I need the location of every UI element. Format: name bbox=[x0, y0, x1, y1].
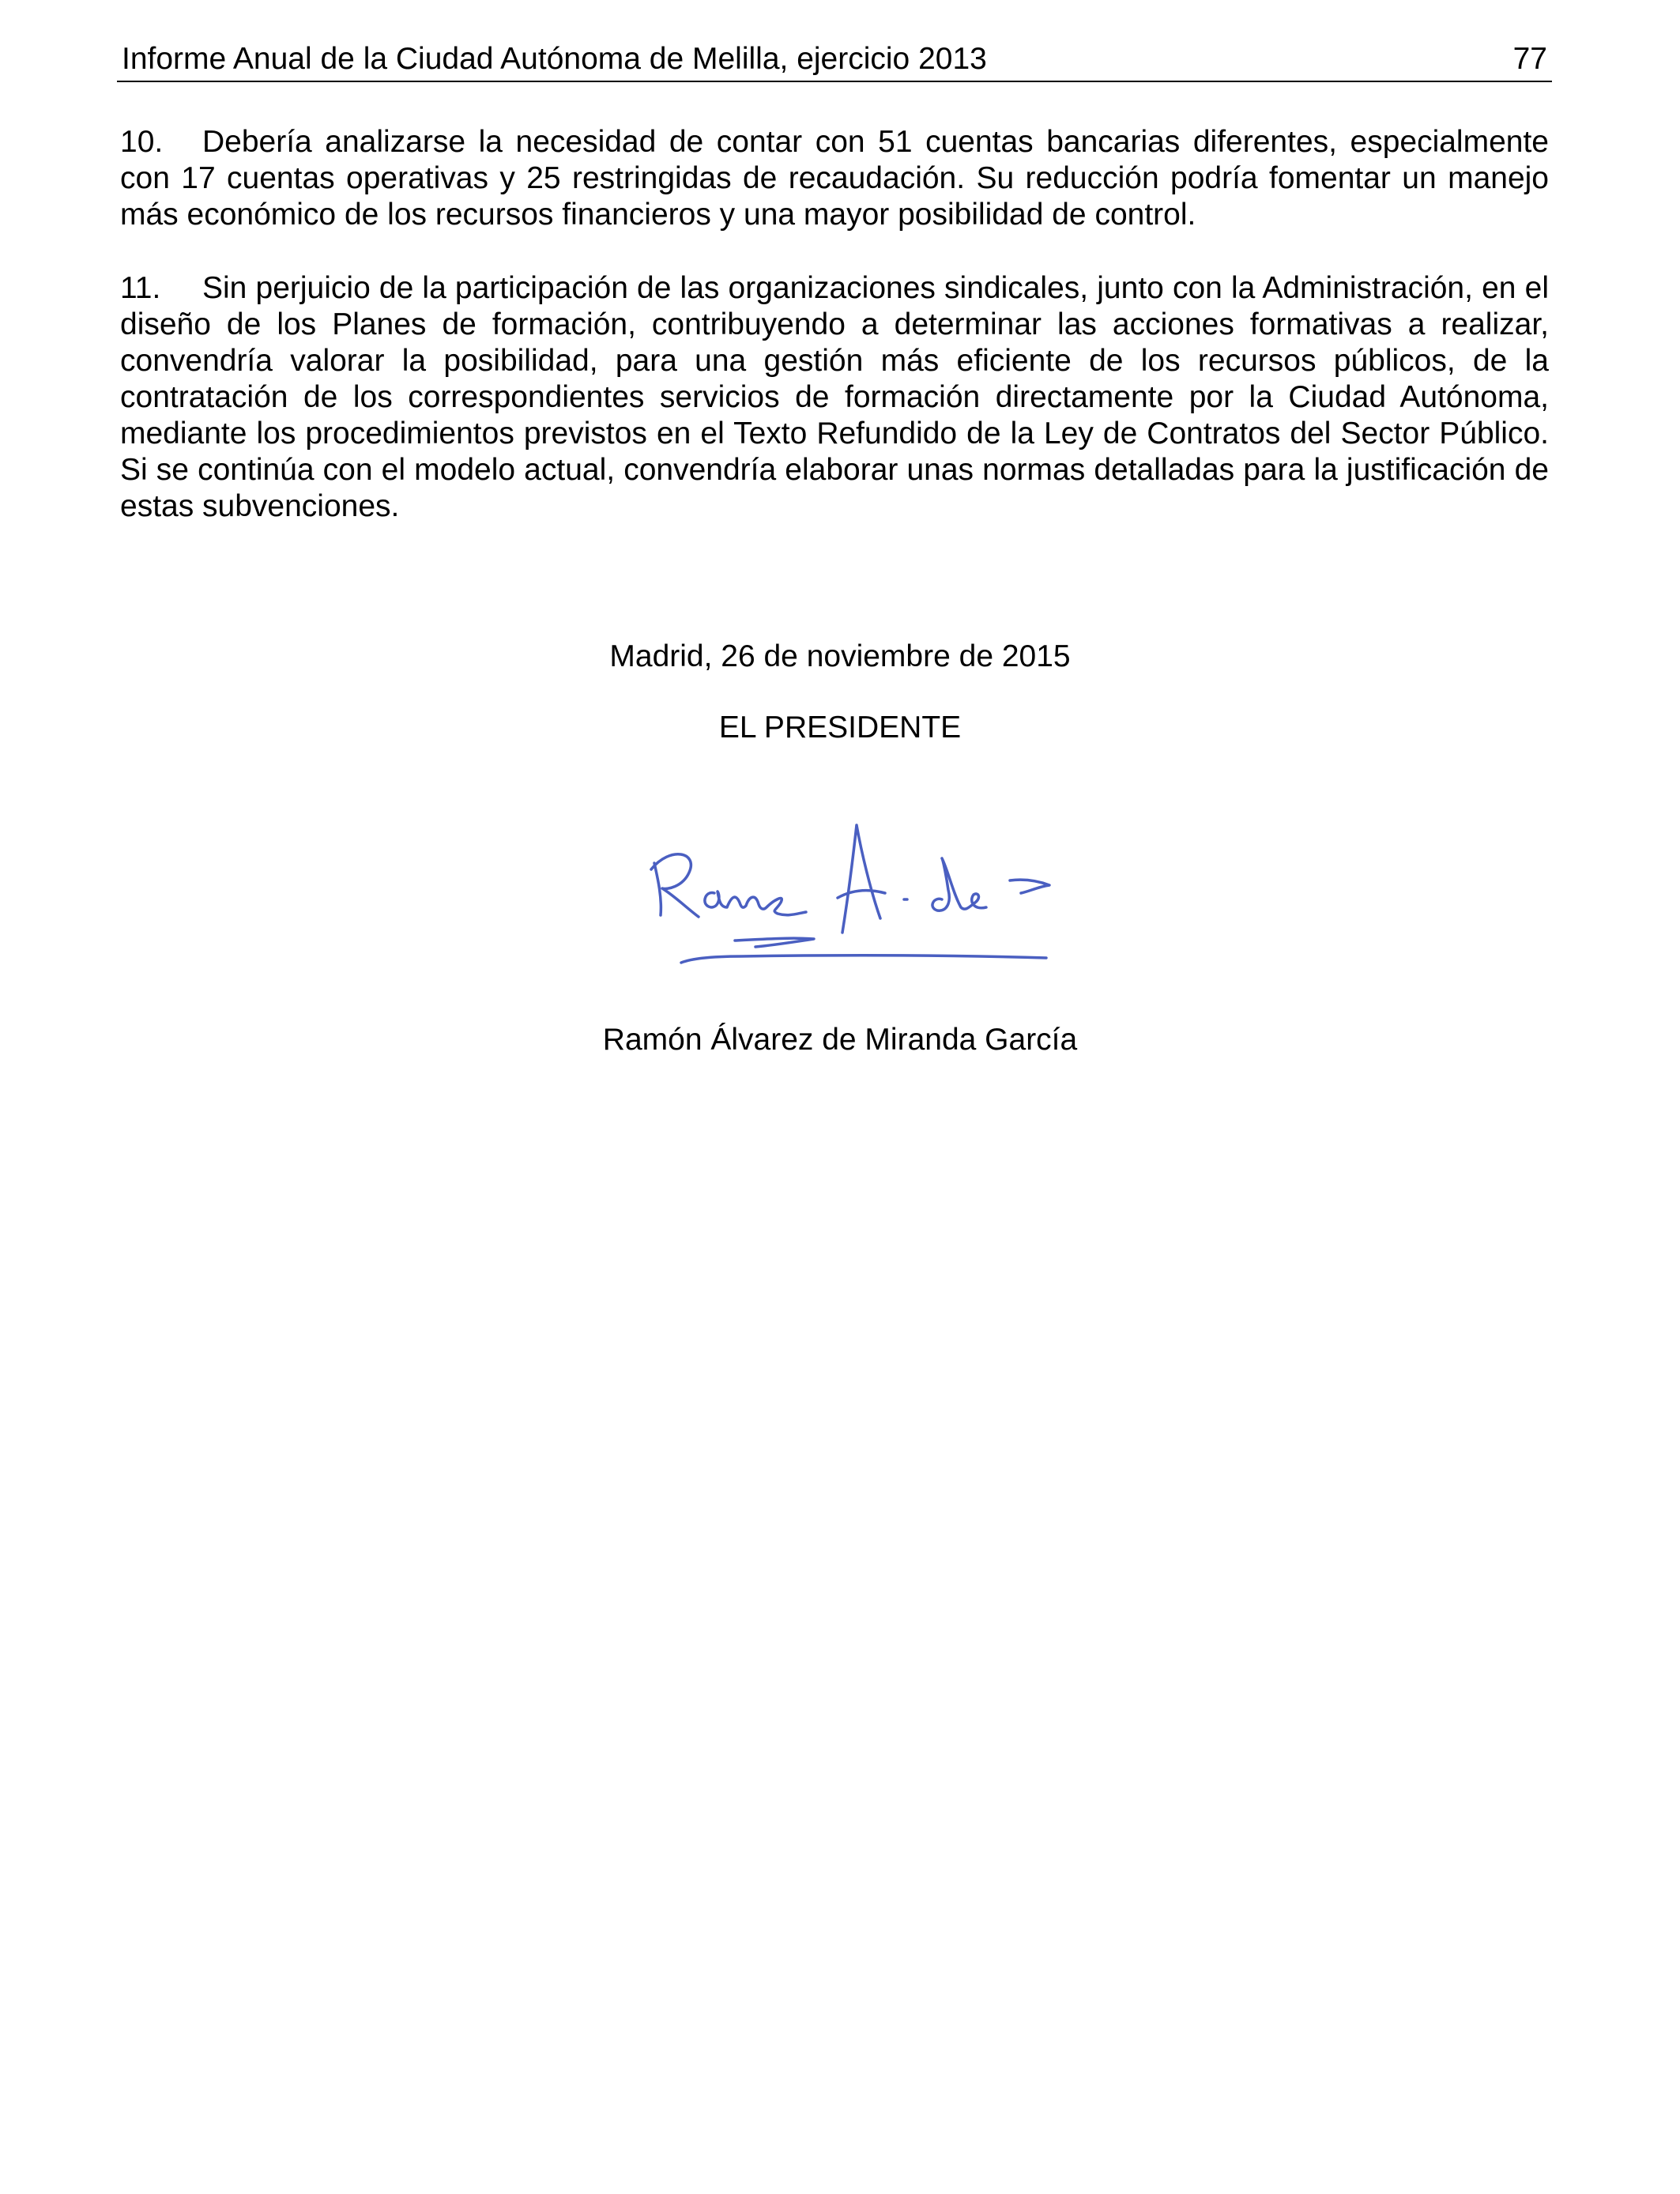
paragraph-11-text: Sin perjuicio de la participación de las organizaciones sindicales, junto con la Administración, en el diseño de los Planes de formación, contribuyendo a determinar las acciones formativas a realizar, convendría valorar la posibilidad, para una gestión más eficiente de los recursos públicos, de la contratación de los correspondientes servicios de formación directamente por la Ciudad Autónoma, mediante los procedimientos previstos en el Texto Refundido de la Ley de Contratos del Sector Público. Si se continúa con el modelo actual, convendría elaborar unas normas detalladas para la justificación de estas subvenciones. bbox=[120, 271, 1549, 523]
signature-strokes bbox=[651, 825, 1049, 963]
page-number: 77 bbox=[1512, 42, 1547, 76]
page-header bbox=[117, 41, 1552, 82]
paragraph-11-number: 11. bbox=[120, 271, 161, 305]
paragraph-10-number: 10. bbox=[120, 125, 164, 159]
header-title: Informe Anual de la Ciudad Autónoma de Melilla, ejercicio 2013 bbox=[122, 42, 987, 76]
signatory-name: Ramón Álvarez de Miranda García bbox=[602, 1023, 1078, 1057]
signatory-role: EL PRESIDENTE bbox=[718, 711, 962, 745]
handwritten-signature bbox=[638, 814, 1065, 972]
paragraph-10 bbox=[120, 124, 1549, 233]
paragraph-11 bbox=[120, 270, 1549, 525]
paragraph-10-text: Debería analizarse la necesidad de contar con 51 cuentas bancarias diferentes, especialmente con 17 cuentas operativas y 25 restringidas de recaudación. Su reducción podría fomentar un manejo más económico de los recursos financieros y una mayor posibilidad de control. bbox=[120, 125, 1549, 232]
place-date: Madrid, 26 de noviembre de 2015 bbox=[609, 639, 1071, 673]
